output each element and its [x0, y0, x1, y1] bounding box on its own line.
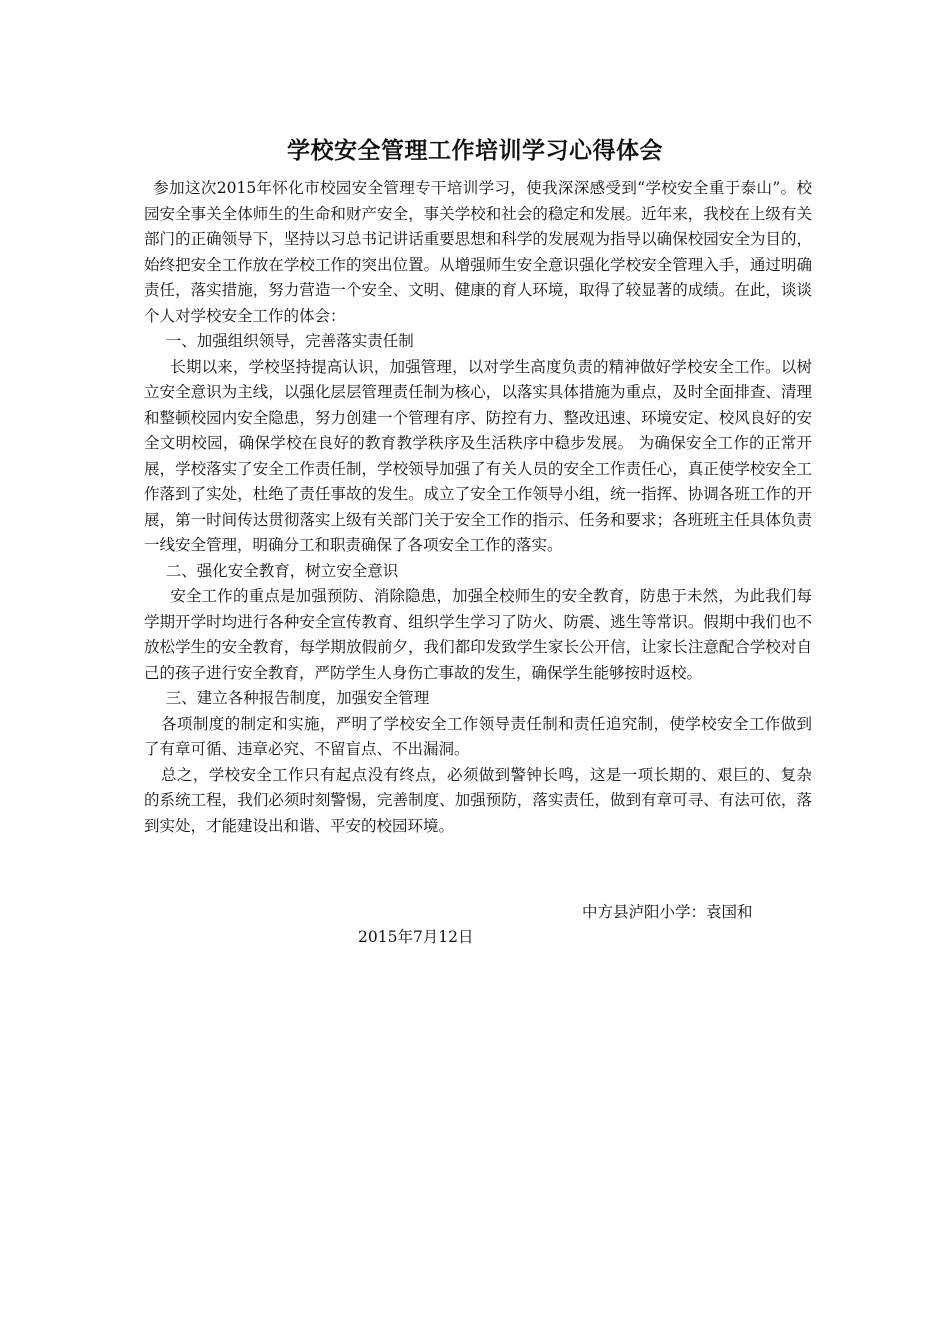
section-2-heading: 二、强化安全教育，树立安全意识	[165, 561, 399, 580]
section-2-paragraph: 安全工作的重点是加强预防、消除隐患，加强全校师生的安全教育，防患于未然，为此我们每学期开学时均进行各种安全宣传教育、组织学生学习了防火、防震、逃生等常识。假期中我们也不放松学生的安全教育，每学期放假前夕，我们都印发致学生家长公开信，让家长注意配合学校对自己的孩子进行安全教育，严防学生人身伤亡事故的发生，确保学生能够按时返校。	[144, 587, 812, 682]
section-1-paragraph: 长期以来，学校坚持提高认识，加强管理，以对学生高度负责的精神做好学校安全工作。以树立安全意识为主线，以强化层层管理责任制为核心，以落实具体措施为重点，及时全面排查、清理和整顿校园内安全隐患，努力创建一个管理有序、防控有力、整改迅速、环境安定、校风良好的安全文明校园，确保学校在良好的教育教学秩序及生活秩序中稳步发展。 为确保安全工作的正常开展，学校落实了安全工作责任制，学校领导加强了有关人员的安全工作责任心，真正使学校安全工作落到了实处，杜绝了责任事故的发生。成立了安全工作领导小组，统一指挥、协调各班工作的开展，第一时间传达贯彻落实上级有关部门关于安全工作的指示、任务和要求；各班班主任具体负责一线安全管理，明确分工和职责确保了各项安全工作的落实。	[144, 357, 812, 554]
conclusion-paragraph: 总之，学校安全工作只有起点没有终点，必须做到警钟长鸣，这是一项长期的、艰巨的、复杂的系统工程，我们必须时刻警惕，完善制度、加强预防，落实责任，做到有章可寻、有法可依，落到实处，才能建设出和谐、平安的校园环境。	[144, 765, 812, 835]
section-1-heading: 一、加强组织领导，完善落实责任制	[165, 332, 414, 350]
section-3-paragraph: 各项制度的制定和实施，严明了学校安全工作领导责任制和责任追究制，使学校安全工作做到了有章可循、违章必究、不留盲点、不出漏洞。	[144, 714, 812, 758]
document-date: 2015年7月12日	[358, 928, 474, 946]
document-title: 学校安全管理工作培训学习心得体会	[287, 137, 663, 164]
intro-paragraph: 参加这次2015年怀化市校园安全管理专干培训学习，使我深深感受到“学校安全重于泰山”。校园安全事关全体师生的生命和财产安全，事关学校和社会的稳定和发展。近年来，我校在上级有关部门的正确领导下，坚持以习总书记讲话重要思想和科学的发展观为指导以确保校园安全为目的，始终把安全工作放在学校工作的突出位置。从增强师生安全意识强化学校安全管理入手，通过明确责任，落实措施，努力营造一个安全、文明、健康的育人环境，取得了较显著的成绩。在此，谈谈个人对学校安全工作的体会：	[144, 179, 812, 325]
author-signature: 中方县泸阳小学：袁国和	[582, 903, 753, 921]
section-3-heading: 三、建立各种报告制度，加强安全管理	[165, 689, 430, 707]
document-body	[144, 176, 812, 839]
